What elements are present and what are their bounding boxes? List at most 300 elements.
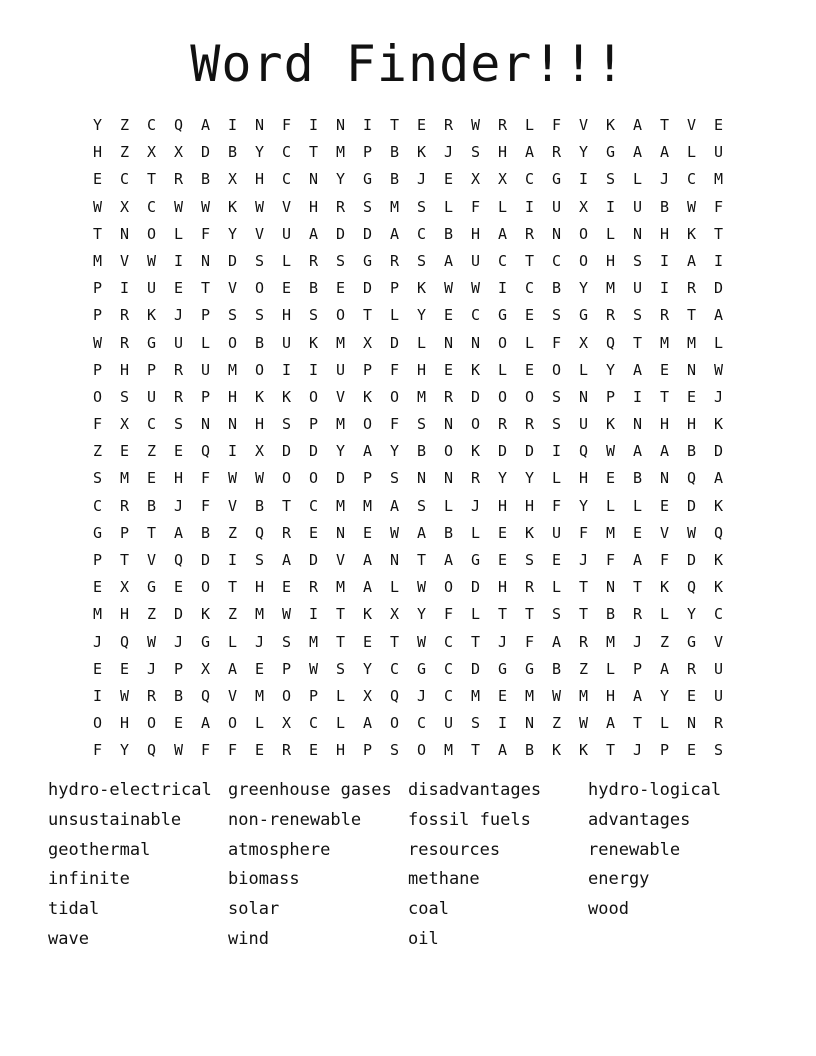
grid-letter[interactable]: J [470, 496, 481, 515]
grid-letter[interactable]: T [308, 143, 319, 162]
grid-letter[interactable]: R [119, 333, 130, 352]
grid-letter[interactable]: Z [146, 605, 157, 624]
grid-letter[interactable]: C [443, 659, 454, 678]
grid-letter[interactable]: O [146, 224, 157, 243]
grid-letter[interactable]: T [92, 224, 103, 243]
grid-letter[interactable]: J [173, 306, 184, 325]
grid-letter[interactable]: L [389, 306, 400, 325]
grid-letter[interactable]: G [362, 170, 373, 189]
grid-letter[interactable]: D [470, 387, 481, 406]
grid-letter[interactable]: N [254, 116, 265, 134]
grid-letter[interactable]: Q [686, 578, 697, 597]
grid-letter[interactable]: S [362, 197, 373, 216]
grid-letter[interactable]: S [92, 469, 103, 488]
grid-letter[interactable]: J [659, 170, 670, 189]
grid-letter[interactable]: K [605, 415, 616, 434]
grid-letter[interactable]: C [92, 496, 103, 515]
grid-letter[interactable]: M [713, 170, 724, 189]
grid-letter[interactable]: W [173, 741, 184, 760]
grid-letter[interactable]: Z [551, 714, 562, 733]
grid-letter[interactable]: B [146, 496, 157, 515]
grid-letter[interactable]: V [227, 686, 238, 705]
grid-letter[interactable]: L [470, 523, 481, 542]
grid-letter[interactable]: X [362, 333, 373, 352]
grid-letter[interactable]: H [524, 496, 535, 515]
grid-letter[interactable]: X [200, 659, 211, 678]
grid-letter[interactable]: I [227, 442, 238, 461]
grid-letter[interactable]: J [632, 741, 643, 760]
grid-letter[interactable]: C [416, 714, 427, 733]
grid-letter[interactable]: W [173, 197, 184, 216]
grid-letter[interactable]: P [362, 360, 373, 379]
grid-letter[interactable]: R [281, 741, 292, 760]
grid-letter[interactable]: J [713, 387, 724, 406]
grid-letter[interactable]: L [578, 360, 589, 379]
grid-letter[interactable]: Y [335, 170, 346, 189]
grid-letter[interactable]: A [281, 551, 292, 569]
grid-letter[interactable]: L [254, 714, 265, 733]
grid-letter[interactable]: W [254, 197, 265, 216]
grid-letter[interactable]: K [551, 741, 562, 760]
grid-letter[interactable]: P [200, 306, 211, 325]
grid-letter[interactable]: F [551, 116, 562, 134]
grid-letter[interactable]: H [497, 143, 508, 162]
grid-letter[interactable]: P [632, 659, 643, 678]
grid-letter[interactable]: F [713, 197, 724, 216]
grid-letter[interactable]: M [335, 333, 346, 352]
grid-letter[interactable]: Q [119, 632, 130, 651]
grid-letter[interactable]: E [659, 360, 670, 379]
grid-letter[interactable]: Z [227, 523, 238, 542]
grid-letter[interactable]: I [308, 360, 319, 379]
grid-letter[interactable]: Y [497, 469, 508, 488]
grid-letter[interactable]: B [686, 442, 697, 461]
grid-letter[interactable]: A [308, 224, 319, 243]
grid-letter[interactable]: D [308, 551, 319, 569]
grid-letter[interactable]: C [443, 632, 454, 651]
grid-letter[interactable]: N [686, 714, 697, 733]
grid-letter[interactable]: K [146, 306, 157, 325]
grid-letter[interactable]: Y [227, 224, 238, 243]
grid-letter[interactable]: L [659, 605, 670, 624]
grid-letter[interactable]: V [281, 197, 292, 216]
grid-letter[interactable]: L [335, 714, 346, 733]
grid-letter[interactable]: T [416, 551, 427, 569]
grid-letter[interactable]: K [713, 551, 724, 569]
grid-letter[interactable]: Z [578, 659, 589, 678]
grid-letter[interactable]: Q [605, 333, 616, 352]
grid-letter[interactable]: P [659, 741, 670, 760]
grid-letter[interactable]: X [578, 197, 589, 216]
grid-letter[interactable]: G [92, 523, 103, 542]
grid-letter[interactable]: S [416, 415, 427, 434]
grid-letter[interactable]: B [416, 442, 427, 461]
grid-letter[interactable]: D [686, 496, 697, 515]
grid-letter[interactable]: C [443, 686, 454, 705]
grid-letter[interactable]: F [551, 333, 562, 352]
grid-letter[interactable]: M [254, 686, 265, 705]
grid-letter[interactable]: E [551, 551, 562, 569]
grid-letter[interactable]: Y [362, 659, 373, 678]
grid-letter[interactable]: K [713, 496, 724, 515]
grid-letter[interactable]: Y [578, 143, 589, 162]
grid-letter[interactable]: A [362, 442, 373, 461]
grid-letter[interactable]: K [659, 578, 670, 597]
grid-letter[interactable]: L [551, 469, 562, 488]
grid-letter[interactable]: R [659, 306, 670, 325]
grid-letter[interactable]: D [281, 442, 292, 461]
grid-letter[interactable]: A [713, 306, 724, 325]
grid-letter[interactable]: N [443, 333, 454, 352]
grid-letter[interactable]: T [389, 632, 400, 651]
grid-letter[interactable]: P [308, 415, 319, 434]
grid-letter[interactable]: S [713, 741, 724, 760]
grid-letter[interactable]: J [443, 143, 454, 162]
grid-letter[interactable]: M [308, 632, 319, 651]
grid-letter[interactable]: X [578, 333, 589, 352]
grid-letter[interactable]: K [200, 605, 211, 624]
grid-letter[interactable]: I [308, 605, 319, 624]
grid-letter[interactable]: L [524, 116, 535, 134]
grid-letter[interactable]: P [281, 659, 292, 678]
grid-letter[interactable]: B [308, 279, 319, 298]
grid-letter[interactable]: L [605, 496, 616, 515]
grid-letter[interactable]: F [281, 116, 292, 134]
grid-letter[interactable]: O [92, 714, 103, 733]
grid-letter[interactable]: L [443, 496, 454, 515]
grid-letter[interactable]: R [173, 360, 184, 379]
grid-letter[interactable]: F [578, 523, 589, 542]
grid-letter[interactable]: V [119, 251, 130, 270]
grid-letter[interactable]: J [416, 686, 427, 705]
grid-letter[interactable]: W [227, 469, 238, 488]
grid-letter[interactable]: J [254, 632, 265, 651]
grid-letter[interactable]: U [632, 279, 643, 298]
grid-letter[interactable]: O [281, 469, 292, 488]
grid-letter[interactable]: F [200, 496, 211, 515]
grid-letter[interactable]: E [497, 686, 508, 705]
grid-letter[interactable]: K [605, 116, 616, 134]
grid-letter[interactable]: P [362, 143, 373, 162]
grid-letter[interactable]: Y [578, 279, 589, 298]
grid-letter[interactable]: N [443, 469, 454, 488]
grid-letter[interactable]: T [227, 578, 238, 597]
grid-letter[interactable]: L [335, 686, 346, 705]
grid-letter[interactable]: B [632, 469, 643, 488]
grid-letter[interactable]: L [443, 197, 454, 216]
grid-letter[interactable]: A [443, 251, 454, 270]
grid-letter[interactable]: S [632, 251, 643, 270]
grid-letter[interactable]: G [362, 251, 373, 270]
grid-letter[interactable]: L [632, 496, 643, 515]
grid-letter[interactable]: I [497, 714, 508, 733]
grid-letter[interactable]: E [173, 279, 184, 298]
grid-letter[interactable]: L [281, 251, 292, 270]
grid-letter[interactable]: E [173, 714, 184, 733]
grid-letter[interactable]: E [443, 360, 454, 379]
grid-letter[interactable]: L [497, 197, 508, 216]
grid-letter[interactable]: S [551, 415, 562, 434]
grid-letter[interactable]: I [713, 251, 724, 270]
grid-letter[interactable]: I [659, 279, 670, 298]
grid-letter[interactable]: E [713, 116, 724, 134]
grid-letter[interactable]: N [524, 714, 535, 733]
grid-letter[interactable]: W [254, 469, 265, 488]
grid-letter[interactable]: U [281, 224, 292, 243]
grid-letter[interactable]: H [173, 469, 184, 488]
grid-letter[interactable]: M [362, 496, 373, 515]
grid-letter[interactable]: I [578, 170, 589, 189]
grid-letter[interactable]: E [362, 632, 373, 651]
grid-letter[interactable]: U [146, 279, 157, 298]
grid-letter[interactable]: R [632, 605, 643, 624]
grid-letter[interactable]: Y [389, 442, 400, 461]
grid-letter[interactable]: N [605, 578, 616, 597]
grid-letter[interactable]: A [632, 360, 643, 379]
grid-letter[interactable]: O [254, 360, 265, 379]
grid-letter[interactable]: H [119, 605, 130, 624]
grid-letter[interactable]: W [686, 523, 697, 542]
grid-letter[interactable]: D [470, 659, 481, 678]
grid-letter[interactable]: N [470, 333, 481, 352]
grid-letter[interactable]: C [146, 197, 157, 216]
grid-letter[interactable]: K [227, 197, 238, 216]
grid-letter[interactable]: K [524, 523, 535, 542]
grid-letter[interactable]: U [281, 333, 292, 352]
grid-letter[interactable]: X [227, 170, 238, 189]
grid-letter[interactable]: E [119, 659, 130, 678]
grid-letter[interactable]: Y [659, 686, 670, 705]
grid-letter[interactable]: E [146, 469, 157, 488]
grid-letter[interactable]: E [362, 523, 373, 542]
grid-letter[interactable]: A [362, 578, 373, 597]
grid-letter[interactable]: M [389, 197, 400, 216]
grid-letter[interactable]: Y [686, 605, 697, 624]
grid-letter[interactable]: K [362, 387, 373, 406]
grid-letter[interactable]: D [335, 469, 346, 488]
grid-letter[interactable]: A [632, 686, 643, 705]
grid-letter[interactable]: T [389, 116, 400, 134]
grid-letter[interactable]: R [524, 578, 535, 597]
grid-letter[interactable]: G [524, 659, 535, 678]
grid-letter[interactable]: M [605, 632, 616, 651]
grid-letter[interactable]: P [308, 686, 319, 705]
grid-letter[interactable]: E [92, 659, 103, 678]
grid-letter[interactable]: D [686, 551, 697, 569]
grid-letter[interactable]: A [497, 224, 508, 243]
grid-letter[interactable]: U [443, 714, 454, 733]
grid-letter[interactable]: D [713, 279, 724, 298]
grid-letter[interactable]: M [92, 251, 103, 270]
grid-letter[interactable]: N [578, 387, 589, 406]
grid-letter[interactable]: C [524, 170, 535, 189]
grid-letter[interactable]: Z [119, 116, 130, 134]
grid-letter[interactable]: S [416, 496, 427, 515]
grid-letter[interactable]: R [605, 306, 616, 325]
grid-letter[interactable]: S [119, 387, 130, 406]
grid-letter[interactable]: S [551, 306, 562, 325]
grid-letter[interactable]: H [416, 360, 427, 379]
grid-letter[interactable]: Q [200, 442, 211, 461]
grid-letter[interactable]: H [605, 251, 616, 270]
grid-letter[interactable]: Q [389, 686, 400, 705]
grid-letter[interactable]: U [173, 333, 184, 352]
grid-letter[interactable]: I [308, 116, 319, 134]
grid-letter[interactable]: G [578, 306, 589, 325]
grid-letter[interactable]: D [524, 442, 535, 461]
grid-letter[interactable]: R [173, 170, 184, 189]
grid-letter[interactable]: W [713, 360, 724, 379]
grid-letter[interactable]: H [659, 224, 670, 243]
grid-letter[interactable]: M [254, 605, 265, 624]
grid-letter[interactable]: P [173, 659, 184, 678]
grid-letter[interactable]: E [416, 116, 427, 134]
grid-letter[interactable]: M [578, 686, 589, 705]
grid-letter[interactable]: O [335, 306, 346, 325]
grid-letter[interactable]: Z [146, 442, 157, 461]
grid-letter[interactable]: N [119, 224, 130, 243]
grid-letter[interactable]: S [281, 415, 292, 434]
grid-letter[interactable]: T [470, 632, 481, 651]
grid-letter[interactable]: O [92, 387, 103, 406]
grid-letter[interactable]: N [389, 551, 400, 569]
grid-letter[interactable]: S [416, 197, 427, 216]
grid-letter[interactable]: A [659, 143, 670, 162]
grid-letter[interactable]: V [254, 224, 265, 243]
grid-letter[interactable]: A [362, 551, 373, 569]
grid-letter[interactable]: B [227, 143, 238, 162]
grid-letter[interactable]: M [470, 686, 481, 705]
grid-letter[interactable]: P [92, 551, 103, 569]
grid-letter[interactable]: C [281, 170, 292, 189]
grid-letter[interactable]: M [335, 143, 346, 162]
grid-letter[interactable]: E [92, 170, 103, 189]
grid-letter[interactable]: G [551, 170, 562, 189]
grid-letter[interactable]: L [200, 333, 211, 352]
grid-letter[interactable]: E [281, 578, 292, 597]
grid-letter[interactable]: O [200, 578, 211, 597]
grid-letter[interactable]: O [551, 360, 562, 379]
grid-letter[interactable]: P [146, 360, 157, 379]
grid-letter[interactable]: Z [119, 143, 130, 162]
grid-letter[interactable]: X [119, 578, 130, 597]
grid-letter[interactable]: Q [173, 551, 184, 569]
grid-letter[interactable]: M [119, 469, 130, 488]
grid-letter[interactable]: S [632, 306, 643, 325]
grid-letter[interactable]: T [632, 714, 643, 733]
grid-letter[interactable]: A [497, 741, 508, 760]
grid-letter[interactable]: C [524, 279, 535, 298]
grid-letter[interactable]: T [632, 333, 643, 352]
grid-letter[interactable]: F [200, 469, 211, 488]
grid-letter[interactable]: I [659, 251, 670, 270]
grid-letter[interactable]: O [443, 578, 454, 597]
grid-letter[interactable]: Q [200, 686, 211, 705]
grid-letter[interactable]: S [254, 306, 265, 325]
grid-letter[interactable]: L [389, 578, 400, 597]
grid-letter[interactable]: T [632, 578, 643, 597]
grid-letter[interactable]: H [119, 360, 130, 379]
grid-letter[interactable]: X [119, 197, 130, 216]
grid-letter[interactable]: X [281, 714, 292, 733]
grid-letter[interactable]: U [713, 686, 724, 705]
grid-letter[interactable]: W [605, 442, 616, 461]
grid-letter[interactable]: N [200, 251, 211, 270]
grid-letter[interactable]: K [470, 442, 481, 461]
grid-letter[interactable]: N [308, 170, 319, 189]
grid-letter[interactable]: Y [578, 496, 589, 515]
grid-letter[interactable]: A [632, 442, 643, 461]
grid-letter[interactable]: O [308, 469, 319, 488]
grid-letter[interactable]: F [524, 632, 535, 651]
grid-letter[interactable]: U [551, 197, 562, 216]
grid-letter[interactable]: G [200, 632, 211, 651]
grid-letter[interactable]: A [551, 632, 562, 651]
grid-letter[interactable]: U [578, 415, 589, 434]
grid-letter[interactable]: T [146, 170, 157, 189]
grid-letter[interactable]: T [335, 632, 346, 651]
grid-letter[interactable]: E [308, 741, 319, 760]
grid-letter[interactable]: R [443, 387, 454, 406]
grid-letter[interactable]: H [92, 143, 103, 162]
grid-letter[interactable]: G [497, 659, 508, 678]
grid-letter[interactable]: N [686, 360, 697, 379]
grid-letter[interactable]: O [497, 333, 508, 352]
grid-letter[interactable]: P [605, 387, 616, 406]
grid-letter[interactable]: D [713, 442, 724, 461]
grid-letter[interactable]: A [389, 224, 400, 243]
grid-letter[interactable]: A [713, 469, 724, 488]
grid-letter[interactable]: E [443, 306, 454, 325]
grid-letter[interactable]: S [551, 605, 562, 624]
grid-letter[interactable]: T [497, 605, 508, 624]
grid-letter[interactable]: V [713, 632, 724, 651]
grid-letter[interactable]: L [416, 333, 427, 352]
grid-letter[interactable]: W [146, 251, 157, 270]
grid-letter[interactable]: C [551, 251, 562, 270]
grid-letter[interactable]: A [632, 116, 643, 134]
grid-letter[interactable]: S [254, 251, 265, 270]
grid-letter[interactable]: O [227, 333, 238, 352]
grid-letter[interactable]: D [362, 279, 373, 298]
grid-letter[interactable]: E [92, 578, 103, 597]
grid-letter[interactable]: H [281, 306, 292, 325]
grid-letter[interactable]: H [497, 578, 508, 597]
grid-letter[interactable]: C [146, 415, 157, 434]
grid-letter[interactable]: B [551, 279, 562, 298]
grid-letter[interactable]: T [578, 578, 589, 597]
grid-letter[interactable]: Q [173, 116, 184, 134]
grid-letter[interactable]: R [497, 415, 508, 434]
grid-letter[interactable]: L [659, 714, 670, 733]
grid-letter[interactable]: G [497, 306, 508, 325]
grid-letter[interactable]: A [200, 116, 211, 134]
grid-letter[interactable]: H [335, 741, 346, 760]
grid-letter[interactable]: D [362, 224, 373, 243]
grid-letter[interactable]: I [362, 116, 373, 134]
grid-letter[interactable]: H [308, 197, 319, 216]
grid-letter[interactable]: D [227, 251, 238, 270]
grid-letter[interactable]: Q [146, 741, 157, 760]
grid-letter[interactable]: O [281, 686, 292, 705]
grid-letter[interactable]: A [524, 143, 535, 162]
grid-letter[interactable]: U [551, 523, 562, 542]
grid-letter[interactable]: I [281, 360, 292, 379]
grid-letter[interactable]: F [200, 741, 211, 760]
grid-letter[interactable]: R [146, 686, 157, 705]
grid-letter[interactable]: M [524, 686, 535, 705]
grid-letter[interactable]: W [686, 197, 697, 216]
